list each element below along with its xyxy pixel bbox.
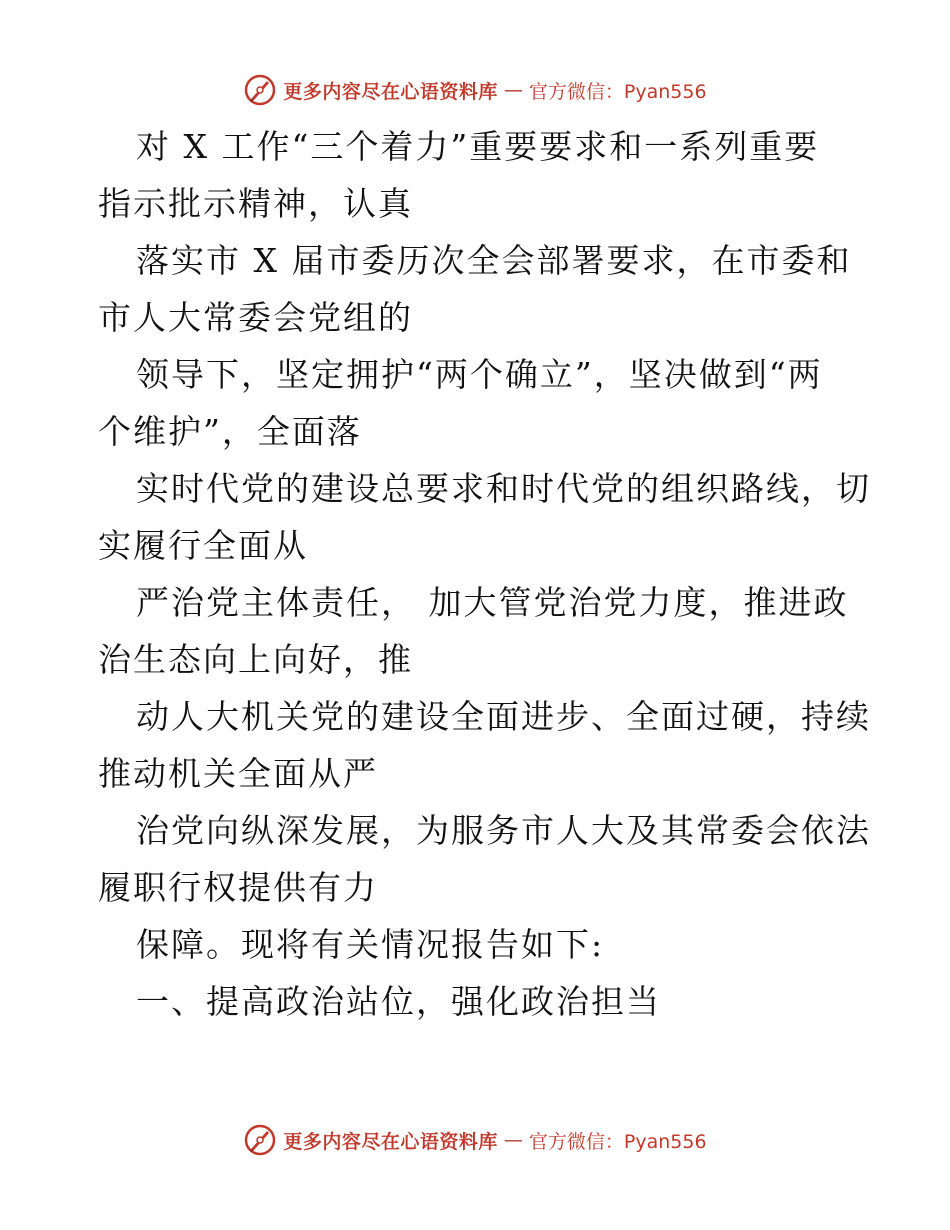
text-line: 严治党主体责任， 加大管党治党力度，推进政 [136,583,849,622]
section-heading: 一、提高政治站位，强化政治担当 [136,982,661,1021]
text-line: 治党向纵深发展，为服务市人大及其常委会依法 [136,811,871,850]
text-line: 动人大机关党的建设全面进步、全面过硬，持续 [136,697,871,736]
text-line: 市人大常委会党组的 [98,298,413,337]
watermark-brand: 更多内容尽在心语资料库 [283,1130,498,1153]
watermark-separator: — [503,1129,523,1151]
text-line: 个维护”，全面落 [98,412,362,451]
feather-pen-seal-icon [243,1123,277,1157]
text-line: 保障。现将有关情况报告如下: [136,925,605,964]
footer-watermark [0,1120,950,1160]
text-line: 领导下，坚定拥护“两个确立”，坚决做到“两 [136,355,823,394]
text-line: 治生态向上向好，推 [98,640,413,679]
text-line: 履职行权提供有力 [98,868,378,907]
text-line: 实履行全面从 [98,526,308,565]
watermark-contact: 官方微信：Pyan556 [528,80,707,103]
text-line: 对 X 工作“三个着力”重要要求和一系列重要 [136,127,820,166]
text-line: 落实市 X 届市委历次全会部署要求，在市委和 [136,241,852,280]
text-line: 推动机关全面从严 [98,754,378,793]
watermark-brand: 更多内容尽在心语资料库 [283,80,498,103]
text-line: 指示批示精神，认真 [98,184,413,223]
document-body [98,118,871,1030]
watermark-separator: — [503,79,523,101]
feather-pen-seal-icon [243,73,277,107]
watermark-contact: 官方微信：Pyan556 [528,1130,707,1153]
header-watermark [0,70,950,110]
text-line: 实时代党的建设总要求和时代党的组织路线，切 [136,469,871,508]
